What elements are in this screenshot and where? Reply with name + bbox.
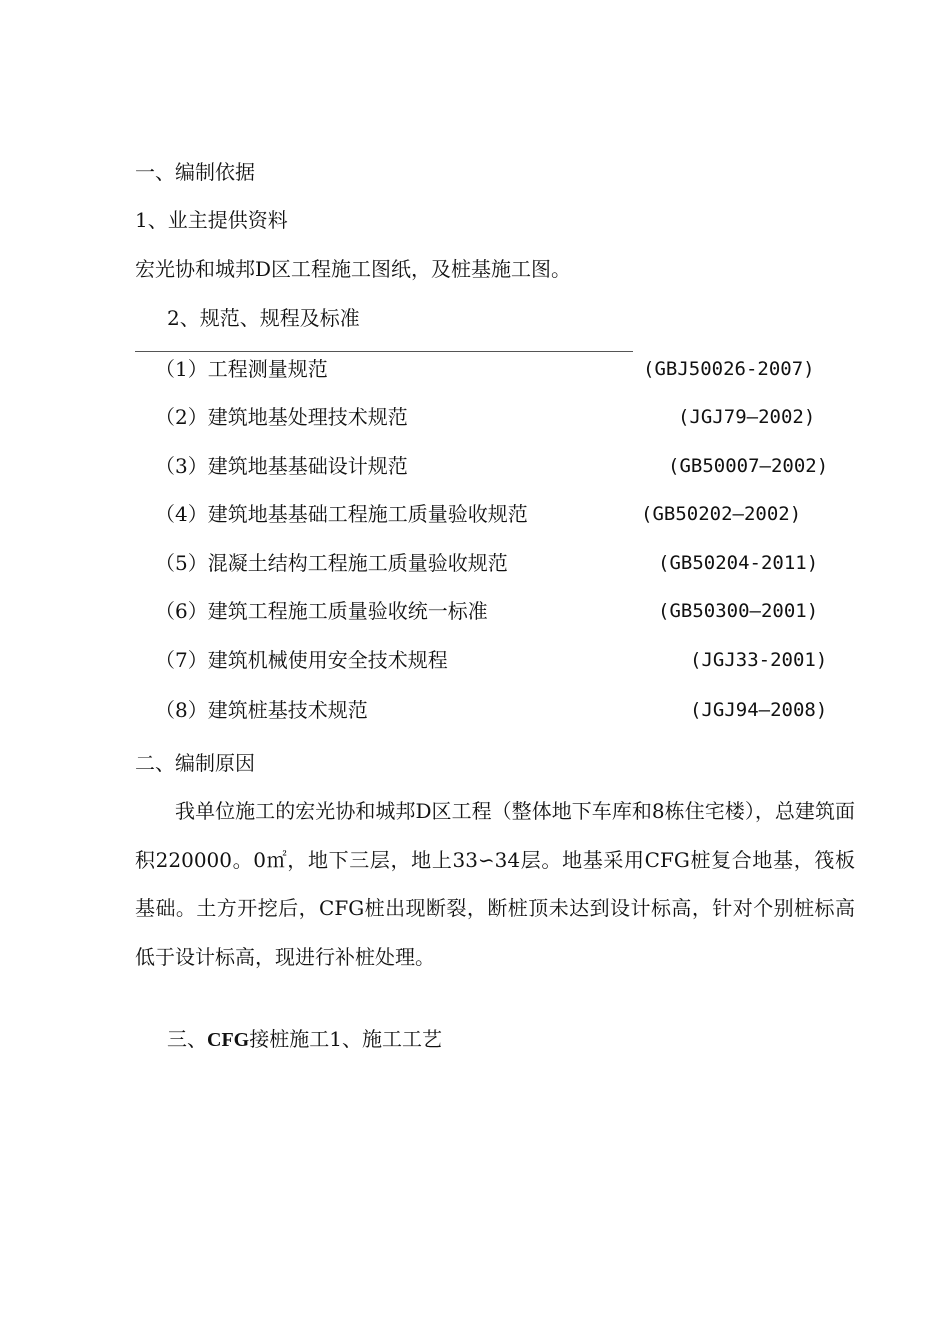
standard-code: (GBJ50026-2007) [643,358,815,380]
section-heading-reason: 二、编制原因 [135,751,255,775]
section-heading-basis: 一、编制依据 [135,160,255,184]
standard-label: （8）建筑桩基技术规范 [155,698,368,722]
reason-paragraph-text: 我单位施工的宏光协和城邦D区工程（整体地下车库和8栋住宅楼），总建筑面积220000。0㎡，地下三层，地上33∽34层。地基采用CFG桩复合地基，筏板基础。土方开挖后，CFG桩出现断裂，断桩顶未达到设计标高，针对个别桩标高低于设计标高，现进行补桩处理。 [135,799,855,969]
section-heading-cfg [167,1026,442,1053]
standard-code: (GB50300—2001) [658,600,819,622]
standard-label: （3）建筑地基基础设计规范 [155,454,408,478]
standard-code: (JGJ79—2002) [678,406,816,428]
standard-label: （6）建筑工程施工质量验收统一标准 [155,599,488,623]
subheading-owner-materials: 1、业主提供资料 [135,208,288,232]
standard-code: (GB50007—2002) [668,455,829,477]
section-heading-cfg-prefix: 三、 [167,1027,207,1051]
owner-materials-text: 宏光协和城邦D区工程施工图纸，及桩基施工图。 [135,257,572,281]
standard-label: （2）建筑地基处理技术规范 [155,405,408,429]
standard-code: (GB50202—2002) [641,503,802,525]
divider-line [135,351,633,352]
standard-label: （1）工程测量规范 [155,357,328,381]
standard-label: （5）混凝土结构工程施工质量验收规范 [155,551,508,575]
section-heading-cfg-bold: CFG [207,1029,250,1051]
standard-label: （4）建筑地基基础工程施工质量验收规范 [155,502,528,526]
standard-code: (JGJ94—2008) [690,699,828,721]
standard-code: (GB50204-2011) [658,552,819,574]
section-heading-cfg-suffix: 接桩施工1、施工工艺 [249,1027,442,1051]
subheading-standards: 2、规范、规程及标准 [167,306,360,330]
reason-paragraph [135,787,855,981]
standard-code: (JGJ33-2001) [690,649,828,671]
standard-label: （7）建筑机械使用安全技术规程 [155,648,448,672]
